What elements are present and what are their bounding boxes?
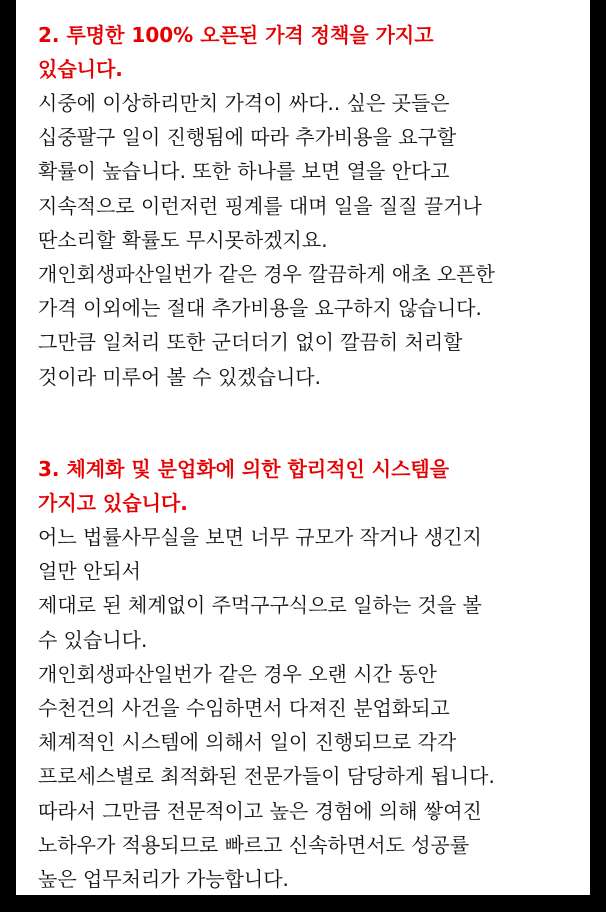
body-text-line: 가격 이외에는 절대 추가비용을 요구하지 않습니다. (38, 296, 482, 321)
section-heading-line: 가지고 있습니다. (38, 491, 188, 515)
body-text-line: 시중에 이상하리만치 가격이 싸다.. 싶은 곳들은 (38, 91, 450, 115)
body-text-line: 따라서 그만큼 전문적이고 높은 경험에 의해 쌓여진 (38, 798, 482, 823)
section-systematic-operation (38, 452, 590, 896)
body-text-line: 것이라 미루어 볼 수 있겠습니다. (38, 364, 321, 389)
body-text-line: 프로세스별로 최적화된 전문가들이 담당하게 됩니다. (38, 764, 495, 789)
body-text-line: 개인회생파산일번가 같은 경우 깔끔하게 애초 오픈한 (38, 262, 495, 287)
body-text-line: 그만큼 일처리 또한 군더더기 없이 깔끔히 처리할 (38, 330, 463, 355)
body-text-line: 높은 업무처리가 가능합니다. (38, 867, 289, 892)
document-page (16, 0, 590, 895)
section-transparent-pricing (38, 18, 590, 394)
body-text-line: 지속적으로 이런저런 핑계를 대며 일을 질질 끌거나 (38, 193, 482, 218)
body-text-line: 개인회생파산일번가 같은 경우 오랜 시간 동안 (38, 661, 437, 686)
body-text-line: 수 있습니다. (38, 627, 148, 652)
body-text-line: 딴소리할 확률도 무시못하겠지요. (38, 227, 328, 252)
section-heading-line: 2. 투명한 100% 오픈된 가격 정책을 가지고 (38, 23, 434, 47)
body-text-line: 얼만 안되서 (38, 559, 141, 584)
body-text-line: 제대로 된 체계없이 주먹구구식으로 일하는 것을 볼 (38, 593, 482, 618)
body-text-line: 노하우가 적용되므로 빠르고 신속하면서도 성공률 (38, 832, 470, 857)
body-text-line: 수천건의 사건을 수임하면서 다져진 분업화되고 (38, 696, 450, 721)
body-text-line: 어느 법률사무실을 보면 너무 규모가 작거나 생긴지 (38, 525, 482, 549)
body-text-line: 십중팔구 일이 진행됨에 따라 추가비용을 요구할 (38, 125, 457, 150)
section-heading-line: 있습니다. (38, 57, 123, 81)
body-text-line: 체계적인 시스템에 의해서 일이 진행되므로 각각 (38, 730, 457, 755)
section-heading-line: 3. 체계화 및 분업화에 의한 합리적인 시스템을 (38, 457, 450, 481)
body-text-line: 확률이 높습니다. 또한 하나를 보면 열을 안다고 (38, 159, 450, 184)
